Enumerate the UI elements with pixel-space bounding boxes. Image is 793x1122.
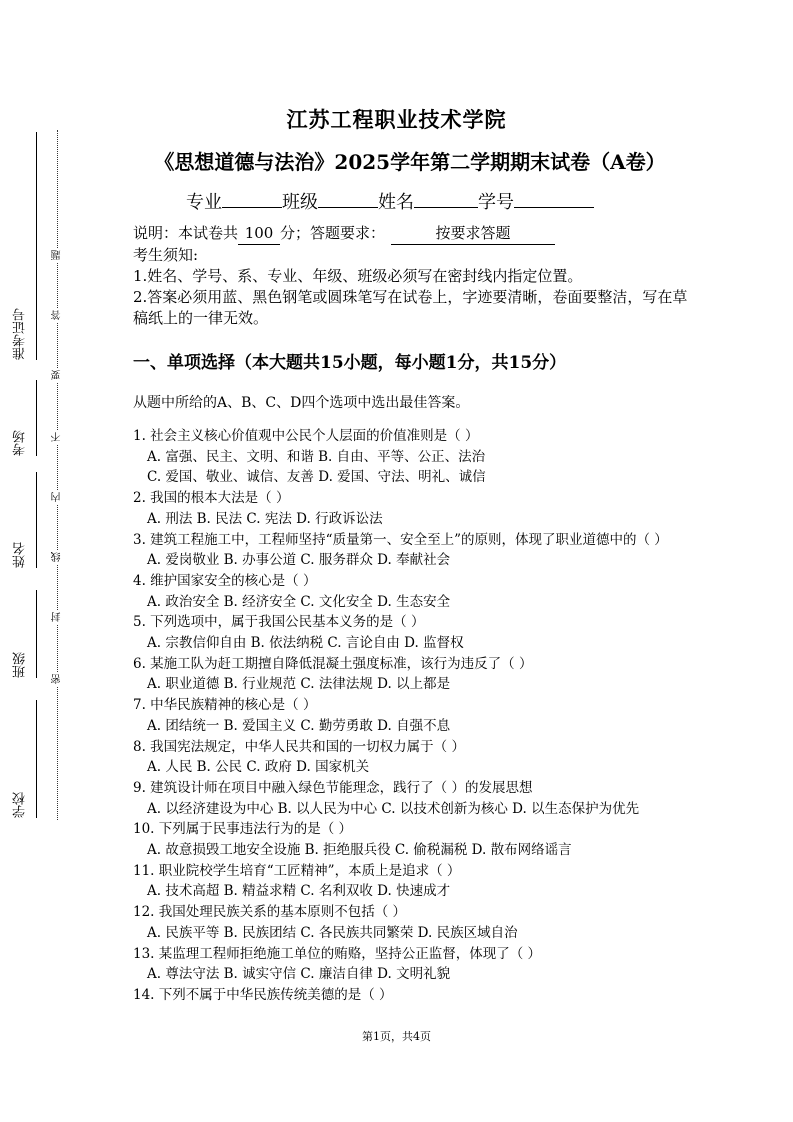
notice-item-1: 1.姓名、学号、系、专业、年级、班级必须写在密封线内指定位置。: [133, 267, 583, 285]
info-label-class: 班级: [282, 192, 318, 213]
question-stem: 1. 社会主义核心价值观中公民个人层面的价值准则是（ ）: [133, 428, 479, 444]
exam-title: 《思想道德与法治》2025学年第二学期期末试卷（A卷）: [154, 150, 666, 174]
answer-requirement: 按要求答题: [391, 223, 555, 245]
field-label: 考场: [13, 430, 28, 456]
question-options: C. 爱国、敬业、诚信、友善 D. 爱国、守法、明礼、诚信: [147, 469, 486, 486]
field-line: [36, 590, 37, 678]
seal-char: 密: [52, 674, 63, 684]
question-options: A. 尊法守法 B. 诚实守信 C. 廉洁自律 D. 文明礼貌: [147, 966, 451, 983]
seal-line: [57, 130, 58, 820]
question-stem: 10. 下列属于民事违法行为的是（ ）: [133, 821, 353, 838]
question-options: A. 富强、民主、文明、和谐 B. 自由、平等、公正、法治: [147, 448, 486, 465]
question-options: A. 技术高超 B. 精益求精 C. 名利双收 D. 快速成才: [147, 883, 451, 900]
info-label-major: 专业: [186, 192, 222, 213]
desc-prefix: 说明：本试卷共: [133, 224, 239, 242]
field-line: [36, 380, 37, 456]
question-stem: 14. 下列不属于中华民族传统美德的是（ ）: [133, 986, 393, 1003]
seal-char: 要: [52, 370, 63, 380]
question-stem: 5. 下列选项中，属于我国公民基本义务的是（ ）: [133, 614, 425, 631]
question-stem: 6. 某施工队为赶工期擅自降低混凝土强度标准，该行为违反了（ ）: [133, 655, 533, 672]
class-blank[interactable]: [318, 189, 378, 208]
seal-char: 答: [52, 310, 63, 320]
field-label: 准考证号: [13, 308, 28, 360]
section-instruction: 从题中所给的A、B、C、D四个选项中选出最佳答案。: [133, 395, 470, 411]
field-label: 班级: [13, 652, 28, 678]
field-line: [36, 472, 37, 568]
question-stem: 3. 建筑工程施工中，工程师坚持“质量第一、安全至上”的原则，体现了职业道德中的（ ）: [133, 531, 668, 548]
info-label-name: 姓名: [378, 192, 414, 213]
field-name: [10, 472, 40, 568]
seal-char: 内: [52, 492, 63, 502]
name-blank[interactable]: [414, 189, 478, 208]
school-name: 江苏工程职业技术学院: [286, 107, 507, 132]
question-options: A. 爱岗敬业 B. 办事公道 C. 服务群众 D. 奉献社会: [147, 552, 451, 569]
question-stem: 9. 建筑设计师在项目中融入绿色节能理念，践行了（ ）的发展思想: [133, 779, 533, 796]
question-options: A. 宗教信仰自由 B. 依法纳税 C. 言论自由 D. 监督权: [147, 635, 464, 652]
question-stem: 12. 我国处理民族关系的基本原则不包括（ ）: [133, 904, 407, 921]
major-blank[interactable]: [222, 189, 282, 208]
question-list: [133, 426, 693, 1006]
total-score: 100: [238, 223, 280, 245]
notice-item-2: 2.答案必须用蓝、黑色钢笔或圆珠笔写在试卷上，字迹要清晰，卷面要整洁，写在草稿纸上的一律无效。: [133, 288, 688, 327]
question-options: A. 团结统一 B. 爱国主义 C. 勤劳勇敢 D. 自强不息: [147, 717, 451, 734]
field-exam-number: [10, 132, 40, 360]
desc-mid: 分；答题要求：: [280, 224, 386, 242]
field-line: [36, 132, 37, 360]
field-exam-room: [10, 380, 40, 456]
field-label: 姓名: [13, 542, 28, 568]
seal-char: 封: [52, 612, 63, 622]
field-label: 学校: [13, 792, 28, 818]
field-line: [36, 700, 37, 818]
seal-char: 不: [52, 432, 63, 442]
exam-description: [133, 223, 693, 245]
question-options: A. 以经济建设为中心 B. 以人民为中心 C. 以技术创新为核心 D. 以生态保护为优先: [147, 800, 640, 817]
exam-notes: [133, 223, 693, 329]
student-id-blank[interactable]: [514, 189, 594, 208]
field-class: [10, 590, 40, 678]
question-stem: 7. 中华民族精神的核心是（ ）: [133, 697, 317, 714]
student-info-row: [186, 188, 594, 214]
info-label-student-id: 学号: [478, 192, 514, 213]
question-stem: 13. 某监理工程师拒绝施工单位的贿赂，坚持公正监督，体现了（ ）: [133, 945, 542, 962]
question-stem: 8. 我国宪法规定，中华人民共和国的一切权力属于（ ）: [133, 738, 465, 755]
question-options: A. 人民 B. 公民 C. 政府 D. 国家机关: [147, 759, 370, 776]
page-number: 第1页，共4页: [362, 1030, 431, 1043]
binding-margin: [0, 0, 80, 1122]
question-stem: 11. 职业院校学生培育“工匠精神”，本质上是追求（ ）: [133, 862, 461, 879]
seal-char: 线: [52, 552, 63, 562]
question-stem: 2. 我国的根本大法是（ ）: [133, 490, 290, 507]
seal-char: 题: [52, 250, 63, 260]
question-options: A. 刑法 B. 民法 C. 宪法 D. 行政诉讼法: [147, 510, 383, 527]
question-options: A. 政治安全 B. 经济安全 C. 文化安全 D. 生态安全: [147, 593, 451, 610]
question-options: A. 民族平等 B. 民族团结 C. 各民族共同繁荣 D. 民族区域自治: [147, 924, 518, 941]
question-stem: 4. 维护国家安全的核心是（ ）: [133, 572, 317, 589]
section-title: 一、单项选择（本大题共15小题，每小题1分，共15分）: [133, 353, 567, 373]
question-options: A. 职业道德 B. 行业规范 C. 法律法规 D. 以上都是: [147, 676, 451, 693]
notice-title: 考生须知:: [133, 246, 199, 264]
field-school: [10, 700, 40, 818]
question-options: A. 故意损毁工地安全设施 B. 拒绝服兵役 C. 偷税漏税 D. 散布网络谣言: [147, 842, 572, 859]
